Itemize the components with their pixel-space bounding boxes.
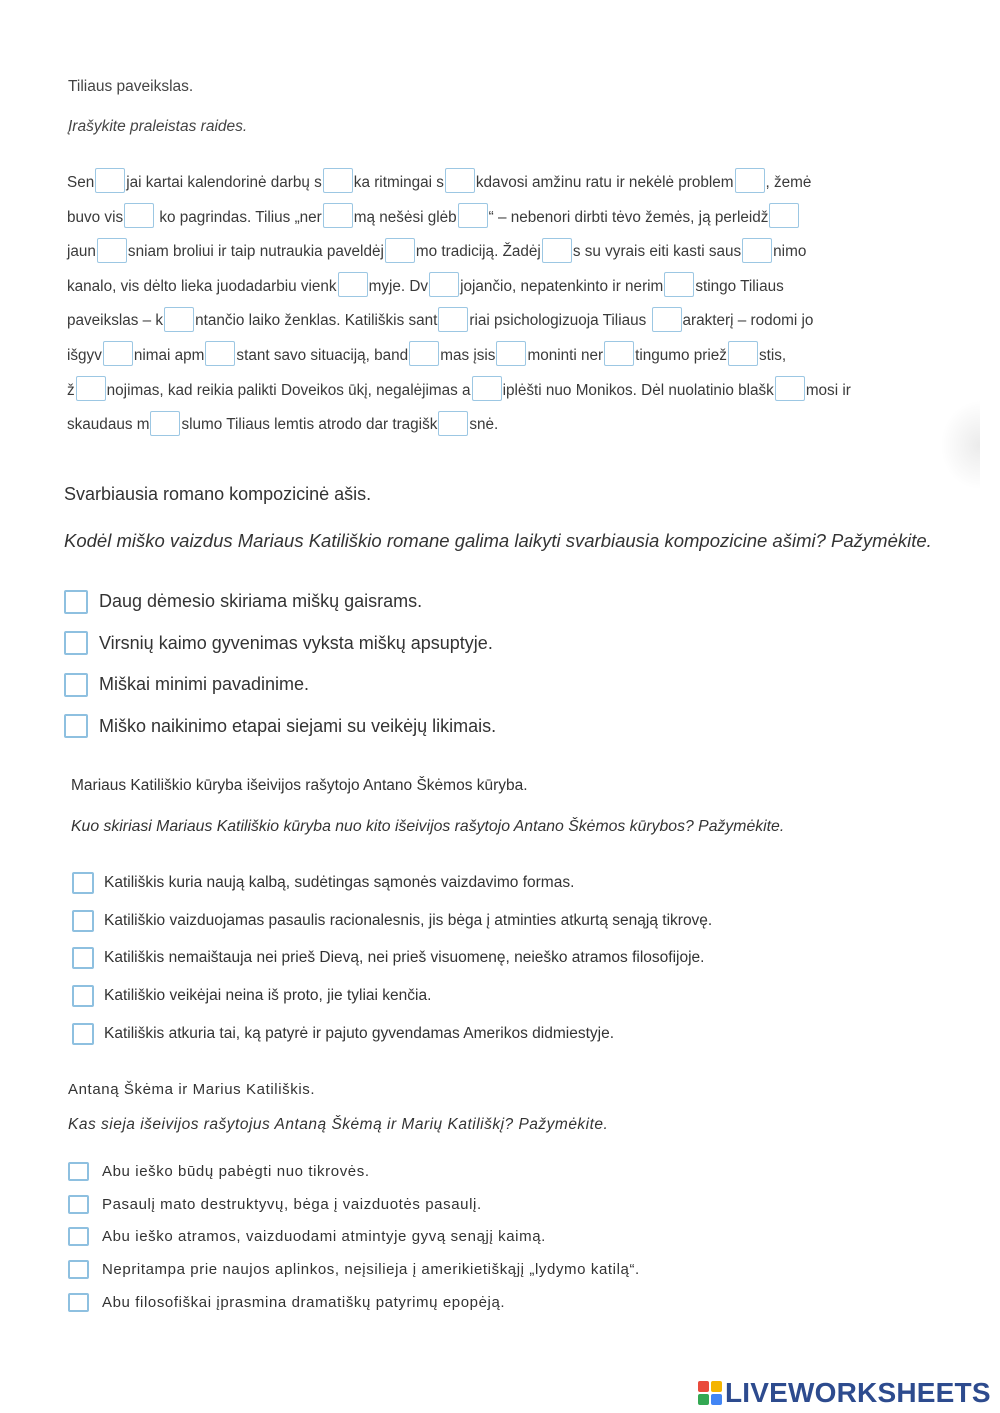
option-item[interactable] bbox=[72, 940, 712, 978]
option-item[interactable] bbox=[68, 1253, 640, 1286]
logo-square bbox=[698, 1381, 709, 1392]
section2-options bbox=[64, 581, 496, 747]
text-fragment: sniam broliui ir taip nutraukia paveldėj bbox=[127, 243, 384, 261]
letter-input[interactable] bbox=[385, 238, 415, 263]
paragraph-line bbox=[67, 166, 947, 201]
option-label: Nepritampa prie naujos aplinkos, neįsilieja į amerikietiškąjį „lydymo katilą“. bbox=[102, 1261, 640, 1279]
letter-input[interactable] bbox=[429, 272, 459, 297]
logo-mark-icon bbox=[698, 1381, 722, 1405]
checkbox[interactable] bbox=[68, 1260, 89, 1279]
paragraph-line bbox=[67, 201, 947, 236]
text-fragment: jaun bbox=[67, 243, 96, 261]
letter-input[interactable] bbox=[205, 341, 235, 366]
letter-input[interactable] bbox=[742, 238, 772, 263]
text-fragment: mo tradiciją. Žadėj bbox=[415, 243, 541, 261]
letter-input[interactable] bbox=[124, 203, 154, 228]
option-label: Abu ieško būdų pabėgti nuo tikrovės. bbox=[102, 1162, 370, 1180]
option-item[interactable] bbox=[64, 706, 496, 748]
letter-input[interactable] bbox=[496, 341, 526, 366]
text-fragment: stis, bbox=[758, 346, 787, 364]
option-label: Pasaulį mato destruktyvų, bėga į vaizduotės pasaulį. bbox=[102, 1195, 482, 1213]
option-item[interactable] bbox=[64, 623, 496, 665]
checkbox[interactable] bbox=[68, 1293, 89, 1312]
checkbox[interactable] bbox=[68, 1195, 89, 1214]
option-label: Daug dėmesio skiriama miškų gaisrams. bbox=[99, 591, 423, 612]
paragraph-line bbox=[67, 374, 947, 409]
logo-square bbox=[711, 1381, 722, 1392]
option-item[interactable] bbox=[68, 1221, 640, 1254]
letter-input[interactable] bbox=[445, 168, 475, 193]
text-fragment: jai kartai kalendorinė darbų s bbox=[126, 174, 322, 191]
checkbox[interactable] bbox=[64, 714, 88, 738]
text-fragment: išgyv bbox=[67, 346, 102, 364]
text-fragment: mosi ir bbox=[805, 381, 851, 399]
text-fragment: ž bbox=[67, 381, 75, 399]
letter-input[interactable] bbox=[76, 376, 106, 401]
letter-input[interactable] bbox=[769, 203, 799, 228]
letter-input[interactable] bbox=[438, 411, 468, 436]
logo-text: LIVEWORKSHEETS bbox=[725, 1377, 991, 1408]
option-item[interactable] bbox=[72, 902, 712, 940]
option-label: Katiliškis nemaištauja nei prieš Dievą, nei prieš visuomenę, neieško atramos filosofijoje. bbox=[104, 949, 705, 967]
option-item[interactable] bbox=[72, 864, 712, 902]
text-fragment: snė. bbox=[469, 416, 499, 434]
option-label: Virsnių kaimo gyvenimas vyksta miškų apsuptyje. bbox=[99, 632, 493, 653]
text-fragment: s su vyrais eiti kasti saus bbox=[572, 243, 742, 261]
letter-input[interactable] bbox=[735, 168, 765, 193]
logo-square bbox=[711, 1394, 722, 1405]
letter-input[interactable] bbox=[728, 341, 758, 366]
text-fragment: paveikslas – k bbox=[67, 312, 164, 330]
text-fragment: riai psichologizuoja Tiliaus bbox=[469, 312, 651, 330]
text-fragment: buvo vis bbox=[67, 208, 124, 226]
letter-input[interactable] bbox=[775, 376, 805, 401]
text-fragment: kdavosi amžinu ratu ir nekėlė problem bbox=[475, 174, 734, 191]
letter-input[interactable] bbox=[652, 307, 682, 332]
text-fragment: Sen bbox=[67, 174, 95, 191]
letter-input[interactable] bbox=[542, 238, 572, 263]
fill-in-paragraph bbox=[67, 166, 947, 443]
text-fragment: ka ritmingai s bbox=[353, 174, 444, 191]
text-fragment: jojančio, nepatenkinto ir nerim bbox=[460, 277, 664, 295]
letter-input[interactable] bbox=[97, 238, 127, 263]
letter-input[interactable] bbox=[103, 341, 133, 366]
section2-instruction: Kodėl miško vaizdus Mariaus Katiliškio romane galima laikyti svarbiausia kompozicine ašimi? Pažymėkite. bbox=[64, 530, 932, 551]
checkbox[interactable] bbox=[72, 910, 94, 932]
letter-input[interactable] bbox=[95, 168, 125, 193]
checkbox[interactable] bbox=[72, 1023, 94, 1045]
text-fragment: ko pagrindas. Tilius „ner bbox=[155, 208, 322, 226]
text-fragment: nimai apm bbox=[133, 346, 205, 364]
letter-input[interactable] bbox=[604, 341, 634, 366]
letter-input[interactable] bbox=[458, 203, 488, 228]
checkbox[interactable] bbox=[72, 985, 94, 1007]
option-label: Miškai minimi pavadinime. bbox=[99, 674, 310, 695]
checkbox[interactable] bbox=[68, 1162, 89, 1181]
checkbox[interactable] bbox=[68, 1227, 89, 1246]
letter-input[interactable] bbox=[438, 307, 468, 332]
section4-title: Antaną Škėma ir Marius Katiliškis. bbox=[68, 1081, 316, 1098]
option-label: Katiliškio veikėjai neina iš proto, jie tyliai kenčia. bbox=[104, 987, 432, 1005]
section3-title: Mariaus Katiliškio kūryba išeivijos rašytojo Antano Škėmos kūryba. bbox=[71, 777, 528, 794]
letter-input[interactable] bbox=[150, 411, 180, 436]
option-item[interactable] bbox=[68, 1155, 640, 1188]
text-fragment: arakterį – rodomi jo bbox=[682, 312, 814, 330]
checkbox[interactable] bbox=[72, 872, 94, 894]
text-fragment: nojimas, kad reikia palikti Doveikos ūkį, negalėjimas a bbox=[106, 381, 471, 399]
text-fragment: tingumo priež bbox=[635, 346, 727, 364]
paragraph-line bbox=[67, 339, 947, 374]
text-fragment: stingo Tiliaus bbox=[695, 277, 784, 295]
letter-input[interactable] bbox=[664, 272, 694, 297]
option-item[interactable] bbox=[68, 1188, 640, 1221]
paragraph-line bbox=[67, 235, 947, 270]
option-label: Miško naikinimo etapai siejami su veikėjų likimais. bbox=[99, 715, 497, 736]
text-fragment: myje. Dv bbox=[368, 277, 429, 295]
text-fragment: slumo Tiliaus lemtis atrodo dar tragišk bbox=[181, 416, 438, 434]
section1-title: Tiliaus paveikslas. bbox=[68, 78, 194, 95]
option-label: Katiliškio vaizduojamas pasaulis racionalesnis, jis bėga į atminties atkurtą senąją tikrovę. bbox=[104, 911, 713, 929]
letter-input[interactable] bbox=[472, 376, 502, 401]
text-fragment: moninti ner bbox=[527, 346, 604, 364]
section3-options bbox=[72, 864, 712, 1053]
checkbox[interactable] bbox=[72, 947, 94, 969]
text-fragment: iplėšti nuo Monikos. Dėl nuolatinio blašk bbox=[502, 381, 774, 399]
option-item[interactable] bbox=[72, 977, 712, 1015]
option-item[interactable] bbox=[72, 1015, 712, 1053]
checkbox[interactable] bbox=[64, 673, 88, 697]
letter-input[interactable] bbox=[323, 168, 353, 193]
option-item[interactable] bbox=[68, 1286, 640, 1319]
option-item[interactable] bbox=[64, 664, 496, 706]
liveworksheets-logo[interactable] bbox=[698, 1377, 991, 1409]
option-label: Abu ieško atramos, vaizduodami atmintyje gyvą senąjį kaimą. bbox=[102, 1228, 546, 1246]
text-fragment: “ – nebenori dirbti tėvo žemės, ją perleidž bbox=[488, 208, 769, 226]
letter-input[interactable] bbox=[164, 307, 194, 332]
text-fragment: mas įsis bbox=[440, 346, 496, 364]
option-label: Katiliškis atkuria tai, ką patyrė ir pajuto gyvendamas Amerikos didmiestyje. bbox=[104, 1025, 614, 1043]
section4-options bbox=[68, 1155, 640, 1319]
text-fragment: ntančio laiko ženklas. Katiliškis sant bbox=[195, 312, 438, 330]
letter-input[interactable] bbox=[323, 203, 353, 228]
text-fragment: skaudaus m bbox=[67, 416, 150, 434]
section3-instruction: Kuo skiriasi Mariaus Katiliškio kūryba nuo kito išeivijos rašytojo Antano Škėmos kūrybos? Pažymėkite. bbox=[71, 818, 785, 835]
paragraph-line bbox=[67, 270, 947, 305]
section1-instruction: Įrašykite praleistas raides. bbox=[68, 118, 248, 135]
page-shadow bbox=[940, 400, 980, 490]
option-label: Abu filosofiškai įprasmina dramatiškų patyrimų epopėją. bbox=[102, 1294, 506, 1312]
letter-input[interactable] bbox=[338, 272, 368, 297]
option-item[interactable] bbox=[64, 581, 496, 623]
paragraph-line bbox=[67, 408, 947, 443]
letter-input[interactable] bbox=[409, 341, 439, 366]
logo-square bbox=[698, 1394, 709, 1405]
text-fragment: , žemė bbox=[765, 174, 812, 191]
paragraph-line bbox=[67, 304, 947, 339]
section4-instruction: Kas sieja išeivijos rašytojus Antaną Škėmą ir Marių Katiliškį? Pažymėkite. bbox=[68, 1116, 609, 1133]
text-fragment: nimo bbox=[773, 243, 807, 261]
checkbox[interactable] bbox=[64, 590, 88, 614]
text-fragment: stant savo situaciją, band bbox=[236, 346, 409, 364]
section2-title: Svarbiausia romano kompozicinė ašis. bbox=[64, 484, 372, 504]
text-fragment: kanalo, vis dėlto lieka juodadarbiu vienk bbox=[67, 277, 337, 295]
option-label: Katiliškis kuria naują kalbą, sudėtingas sąmonės vaizdavimo formas. bbox=[104, 873, 575, 891]
text-fragment: mą nešėsi glėb bbox=[353, 208, 457, 226]
checkbox[interactable] bbox=[64, 631, 88, 655]
